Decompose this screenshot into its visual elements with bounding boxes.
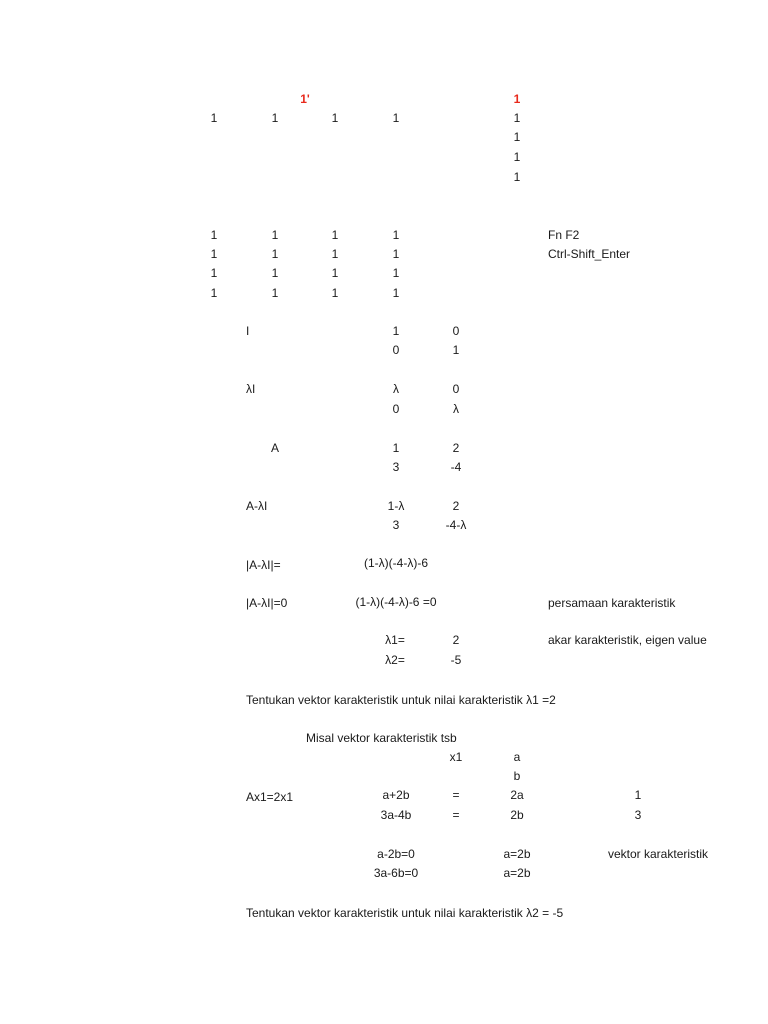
cell-value[interactable]: 1 — [513, 111, 521, 125]
cell-value[interactable]: 1 — [392, 247, 400, 261]
cell-value[interactable]: 2a — [510, 788, 524, 802]
cell-instruction[interactable]: Misal vektor karakteristik tsb — [306, 731, 457, 745]
cell-value[interactable]: 1 — [210, 228, 218, 242]
cell-value[interactable]: 0 — [392, 402, 400, 416]
cell-value[interactable]: 1 — [210, 286, 218, 300]
cell-value[interactable]: 1 — [271, 111, 279, 125]
cell-value[interactable]: 0 — [452, 382, 460, 396]
cell-value[interactable]: 1 — [392, 286, 400, 300]
cell-value[interactable]: 3 — [392, 518, 400, 532]
cell-value[interactable]: a — [513, 750, 521, 764]
cell-note[interactable]: akar karakteristik, eigen value — [548, 633, 707, 647]
cell-label[interactable]: A — [271, 441, 280, 455]
cell-value[interactable]: 3a-6b=0 — [373, 866, 419, 880]
cell-label[interactable]: I — [246, 324, 250, 338]
cell-value[interactable]: 1 — [392, 324, 400, 338]
cell-value[interactable]: 1 — [392, 266, 400, 280]
cell-instruction[interactable]: Tentukan vektor karakteristik untuk nilai karakteristik λ1 =2 — [246, 693, 556, 707]
cell-value[interactable]: 1 — [331, 111, 339, 125]
cell-value[interactable]: a+2b — [382, 788, 410, 802]
cell-value[interactable]: a=2b — [503, 866, 531, 880]
cell-value[interactable]: 3a-4b — [380, 808, 412, 822]
cell-marker[interactable]: 1' — [300, 92, 310, 106]
cell-value[interactable]: 1 — [513, 150, 521, 164]
cell-value[interactable]: -4 — [450, 460, 462, 474]
cell-value[interactable]: 3 — [392, 460, 400, 474]
cell-value[interactable]: 1 — [210, 247, 218, 261]
cell-value[interactable]: = — [452, 808, 460, 822]
cell-value[interactable]: 1 — [392, 111, 400, 125]
cell-note[interactable]: Ctrl-Shift_Enter — [548, 247, 631, 261]
cell-value[interactable]: 2 — [452, 499, 460, 513]
cell-formula[interactable]: (1-λ)(-4-λ)-6 =0 — [355, 595, 437, 609]
cell-value[interactable]: 1 — [271, 286, 279, 300]
cell-value[interactable]: 1 — [331, 266, 339, 280]
cell-instruction[interactable]: Tentukan vektor karakteristik untuk nilai karakteristik λ2 = -5 — [246, 906, 564, 920]
cell-value[interactable]: b — [513, 769, 521, 783]
cell-value[interactable]: 1 — [210, 111, 218, 125]
cell-formula[interactable]: (1-λ)(-4-λ)-6 — [364, 556, 428, 570]
cell-value[interactable]: 1 — [331, 228, 339, 242]
cell-label[interactable]: λ1= — [385, 633, 405, 647]
cell-label[interactable]: |A-λI|=0 — [246, 596, 288, 610]
cell-value[interactable]: 1 — [210, 266, 218, 280]
cell-label[interactable]: x1 — [449, 750, 463, 764]
cell-note[interactable]: persamaan karakteristik — [548, 596, 676, 610]
cell-value[interactable]: λ — [393, 382, 399, 396]
cell-value[interactable]: 1-λ — [387, 499, 405, 513]
cell-label[interactable]: A-λI — [246, 499, 268, 513]
cell-value[interactable]: 0 — [452, 324, 460, 338]
cell-value[interactable]: 3 — [634, 808, 642, 822]
cell-value[interactable]: 1 — [271, 228, 279, 242]
cell-note[interactable]: Fn F2 — [548, 228, 580, 242]
cell-value[interactable]: 2b — [510, 808, 524, 822]
cell-value[interactable]: 1 — [392, 228, 400, 242]
cell-value[interactable]: 1 — [513, 130, 521, 144]
cell-value[interactable]: 1 — [634, 788, 642, 802]
cell-label[interactable]: |A-λI|= — [246, 558, 281, 572]
cell-value[interactable]: 2 — [452, 633, 460, 647]
cell-value[interactable]: 0 — [392, 343, 400, 357]
cell-value[interactable]: a-2b=0 — [377, 847, 415, 861]
cell-value[interactable]: -5 — [450, 653, 462, 667]
cell-value[interactable]: 1 — [452, 343, 460, 357]
cell-note[interactable]: vektor karakteristik — [608, 847, 709, 861]
cell-value[interactable]: 1 — [271, 247, 279, 261]
cell-label[interactable]: λI — [246, 382, 256, 396]
cell-value[interactable]: 1 — [271, 266, 279, 280]
cell-marker[interactable]: 1 — [513, 92, 521, 106]
cell-label[interactable]: Ax1=2x1 — [246, 790, 294, 804]
cell-value[interactable]: 1 — [331, 247, 339, 261]
cell-value[interactable]: 1 — [392, 441, 400, 455]
cell-value[interactable]: = — [452, 788, 460, 802]
cell-value[interactable]: 1 — [513, 170, 521, 184]
cell-value[interactable]: 2 — [452, 441, 460, 455]
cell-value[interactable]: 1 — [331, 286, 339, 300]
cell-value[interactable]: λ — [453, 402, 459, 416]
cell-label[interactable]: λ2= — [385, 653, 405, 667]
cell-value[interactable]: a=2b — [503, 847, 531, 861]
cell-value[interactable]: -4-λ — [445, 518, 467, 532]
